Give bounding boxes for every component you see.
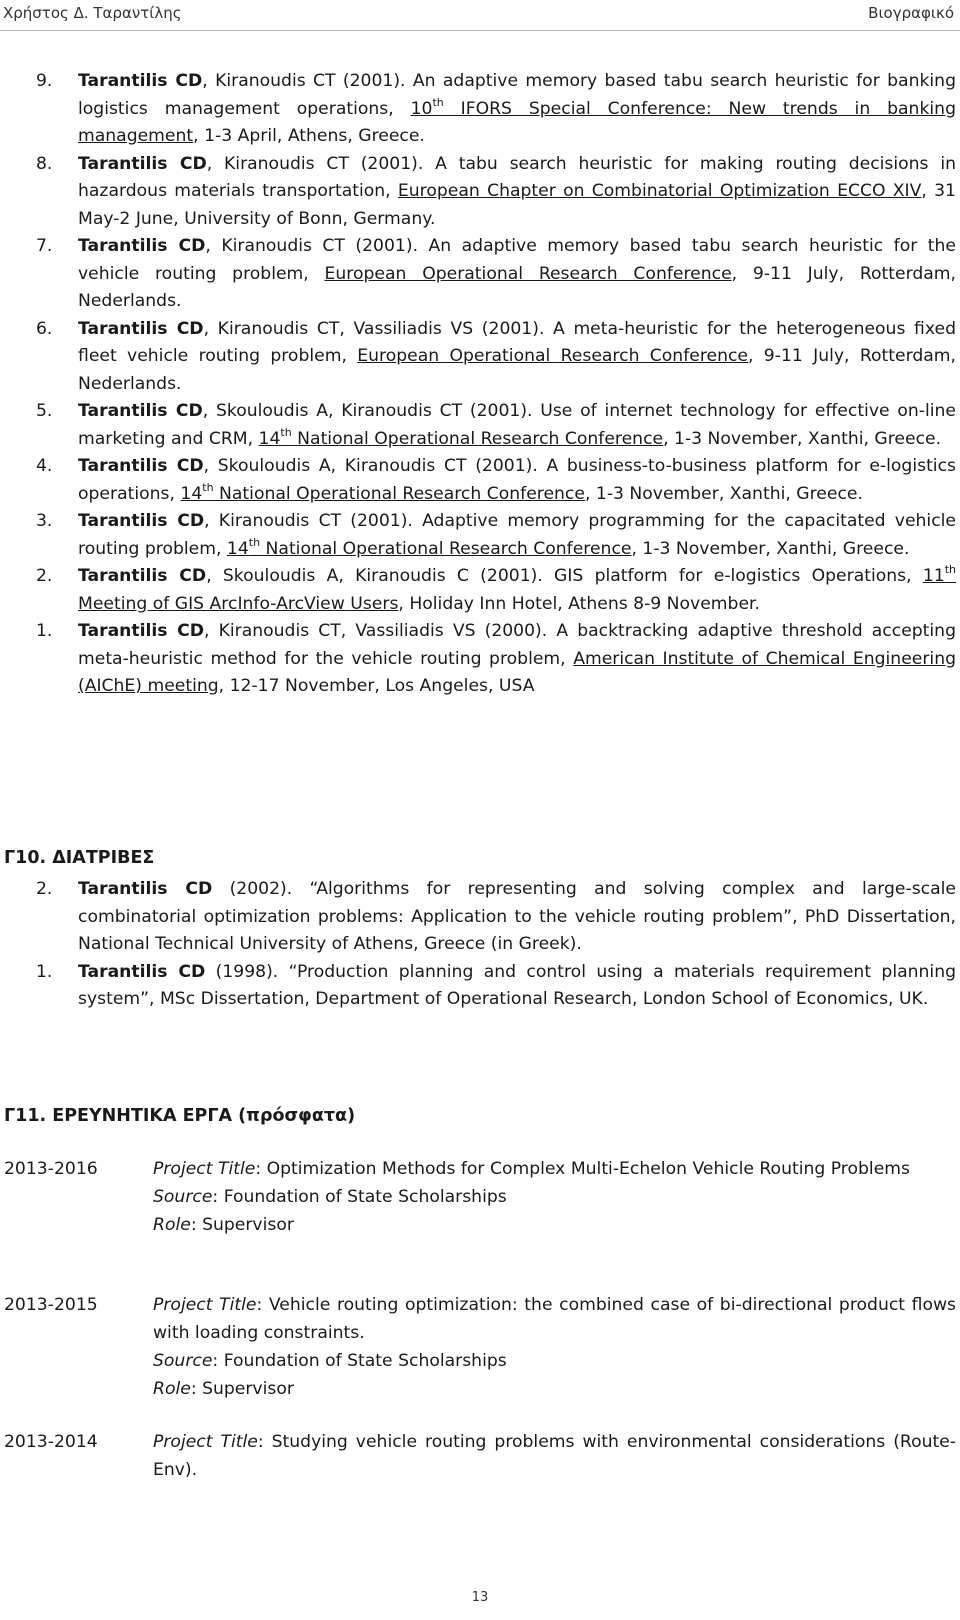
entry-authors-bold: Tarantilis CD (78, 318, 204, 339)
entry-venue (180, 480, 585, 504)
project-body (153, 1428, 956, 1484)
entry-authors-rest: , Kiranoudis CT (2001). An adaptive memory based tabu search heuristic for banking logistics management operations, (78, 71, 956, 119)
entry-number: 1. (36, 621, 53, 641)
entry-number: 6. (36, 318, 53, 339)
entry-tail: , 1-3 November, Xanthi, Greece. (584, 483, 863, 504)
entry-venue (258, 425, 664, 449)
conference-entry (0, 233, 960, 316)
venue-name: Meeting of GIS ArcInfo-ArcView Users (78, 593, 399, 614)
entry-authors-rest: , Kiranoudis CT, Vassiliadis VS (2000). A backtracking adaptive threshold accepting meta-heuristic method for the vehicle routing problem, (78, 621, 956, 669)
venue-name: National Operational Research Conference (291, 428, 664, 449)
entry-authors-rest: , Kiranoudis CT, Vassiliadis VS (2001). A meta-heuristic for the heterogeneous fixed fleet vehicle routing problem, (78, 318, 956, 366)
entry-authors-bold: Tarantilis CD (78, 456, 204, 476)
project-years: 2013-2015 (4, 1295, 98, 1315)
conference-entry (0, 151, 960, 234)
entry-tail: , 1-3 November, Xanthi, Greece. (663, 428, 942, 449)
venue-name: European Chapter on Combinatorial Optimization ECCO XIV (397, 181, 922, 201)
entry-text (78, 316, 956, 399)
venue-ordinal-suffix: th (202, 480, 214, 494)
project-role-line: Role: Supervisor (153, 1379, 294, 1399)
conference-list (0, 68, 960, 701)
conference-entry (0, 68, 960, 151)
entry-text (78, 959, 956, 1014)
section-title-dissertations: Γ10. ΔΙΑΤΡΙΒΕΣ (4, 848, 155, 868)
page-header (0, 0, 960, 31)
venue-ordinal-suffix: th (248, 535, 261, 549)
entry-authors-bold: Tarantilis CD (78, 621, 205, 641)
project-title: Vehicle routing optimization: the combined case of bi-directional product flows with loading constraints. (153, 1295, 956, 1343)
entry-number: 7. (36, 236, 53, 256)
entry-tail: , 9-11 July, Rotterdam, Nederlands. (78, 346, 957, 394)
entry-authors-rest: , Skouloudis A, Kiranoudis CT (2001). Use of internet technology for effective on-line marketing and CRM, (78, 401, 956, 449)
entry-text (78, 68, 956, 151)
project-role: Supervisor (202, 1215, 294, 1235)
venue-name: European Operational Research Conference (324, 263, 732, 284)
project-years: 2013-2016 (4, 1159, 98, 1179)
entry-number: 3. (36, 511, 53, 531)
project-entry (0, 1291, 960, 1403)
entry-text (78, 563, 956, 618)
venue-ordinal-suffix: th (944, 563, 956, 577)
header-doc-title: Βιογραφικό (868, 4, 954, 22)
project-body (153, 1291, 956, 1403)
entry-rest: (2002). “Algorithms for representing and solving complex and large-scale combinatorial optimization problems: Application to the vehicle routing problem”, PhD Dissertation, National Technical University of Athens, Greece (in Greek). (78, 879, 956, 954)
section-title-research-projects: Γ11. ΕΡΕΥΝΗΤΙΚΑ ΕΡΓΑ (πρόσφατα) (4, 1106, 356, 1126)
entry-authors-bold: Tarantilis CD (78, 879, 213, 899)
dissertation-entry (0, 876, 960, 959)
dissertation-list (0, 876, 960, 1014)
venue-name: European Operational Research Conference (357, 346, 749, 366)
project-source-label: Source (153, 1187, 213, 1207)
entry-authors-bold: Tarantilis CD (78, 71, 203, 91)
entry-authors-bold: Tarantilis CD (78, 236, 206, 256)
conference-entry (0, 398, 960, 453)
entry-number: 4. (36, 456, 53, 476)
entry-tail: , 1-3 November, Xanthi, Greece. (631, 538, 910, 559)
conference-entry (0, 618, 960, 701)
entry-authors-rest: , Skouloudis A, Kiranoudis CT (2001). A business-to-business platform for e-logistics operations, (78, 456, 956, 504)
page-content (0, 68, 960, 1480)
project-title-line: Project Title: Optimization Methods for Complex Multi-Echelon Vehicle Routing Problems (153, 1159, 910, 1179)
header-author: Χρήστος Δ. Ταραντίλης (3, 4, 182, 22)
venue-ordinal: 11 (922, 566, 945, 586)
entry-authors-bold: Tarantilis CD (78, 153, 207, 174)
entry-authors-bold: Tarantilis CD (78, 511, 205, 531)
project-title: Optimization Methods for Complex Multi-Echelon Vehicle Routing Problems (266, 1159, 910, 1179)
entry-venue (357, 346, 748, 366)
entry-text (78, 618, 956, 701)
project-source-label: Source (153, 1351, 213, 1371)
project-entry (0, 1155, 960, 1239)
project-entry (0, 1428, 960, 1484)
conference-entry (0, 508, 960, 563)
conference-entry (0, 453, 960, 508)
entry-tail: , Holiday Inn Hotel, Athens 8-9 November. (398, 593, 760, 614)
entry-tail: , 31 May-2 June, University of Bonn, Germany. (78, 181, 956, 229)
entry-number: 2. (36, 879, 53, 899)
entry-rest: (1998). “Production planning and control using a materials requirement planning system”, MSc Dissertation, Department of Operational Research, London School of Economics, UK. (78, 961, 956, 1009)
entry-tail: , 12-17 November, Los Angeles, USA (218, 676, 535, 696)
entry-authors-rest: , Skouloudis A, Kiranoudis C (2001). GIS platform for e-logistics Operations, (206, 566, 923, 586)
project-source-line: Source: Foundation of State Scholarships (153, 1351, 507, 1371)
venue-ordinal-suffix: th (280, 425, 292, 439)
venue-ordinal: 10 (410, 98, 433, 119)
project-source: Foundation of State Scholarships (223, 1187, 507, 1207)
project-role-label: Role (153, 1379, 191, 1399)
project-role: Supervisor (202, 1379, 294, 1399)
entry-tail: , 9-11 July, Rotterdam, Nederlands. (78, 263, 956, 311)
entry-number: 5. (36, 401, 53, 421)
entry-text (78, 233, 956, 316)
entry-text (78, 151, 956, 234)
entry-number: 8. (36, 153, 53, 174)
project-role-label: Role (153, 1215, 191, 1235)
entry-authors-rest: , Kiranoudis CT (2001). Adaptive memory programming for the capacitated vehicle routing problem, (78, 511, 956, 559)
project-title: Studying vehicle routing problems with environmental considerations (Route-Env). (153, 1432, 956, 1480)
entry-tail: , 1-3 April, Athens, Greece. (193, 126, 425, 146)
entry-number: 2. (36, 566, 53, 586)
entry-authors-bold: Tarantilis CD (78, 961, 206, 982)
project-source: Foundation of State Scholarships (223, 1351, 507, 1371)
project-title-label: Project Title (153, 1432, 258, 1452)
project-title-line: Project Title: Vehicle routing optimization: the combined case of bi-directional product flows with loading constraints. (153, 1295, 956, 1343)
venue-ordinal: 14 (258, 428, 281, 449)
entry-authors-bold: Tarantilis CD (78, 401, 203, 421)
entry-number: 9. (36, 71, 53, 91)
project-role-line: Role: Supervisor (153, 1215, 294, 1235)
project-title-label: Project Title (153, 1295, 257, 1315)
project-title-label: Project Title (153, 1159, 256, 1179)
dissertation-entry (0, 959, 960, 1014)
venue-ordinal-suffix: th (432, 95, 444, 109)
entry-authors-rest: , Kiranoudis CT (2001). An adaptive memory based tabu search heuristic for the vehicle routing problem, (78, 236, 956, 284)
entry-text (78, 508, 956, 563)
entry-venue (398, 181, 921, 201)
venue-name: National Operational Research Conference (260, 538, 632, 559)
page-number: 13 (471, 1590, 489, 1605)
venue-name: IFORS Special Conference: New trends in banking management (78, 98, 956, 146)
project-years: 2013-2014 (4, 1432, 98, 1452)
venue-ordinal: 14 (226, 538, 249, 559)
project-body (153, 1155, 956, 1239)
venue-name: National Operational Research Conference (213, 483, 585, 504)
project-title-line: Project Title: Studying vehicle routing problems with environmental considerations (Route-Env). (153, 1432, 956, 1480)
entry-text (78, 398, 956, 453)
conference-entry (0, 316, 960, 399)
conference-entry (0, 563, 960, 618)
entry-authors-bold: Tarantilis CD (78, 566, 207, 586)
project-source-line: Source: Foundation of State Scholarships (153, 1187, 507, 1207)
venue-name: American Institute of Chemical Engineering (AIChE) meeting (78, 648, 956, 696)
venue-ordinal: 14 (180, 483, 203, 504)
entry-number: 1. (36, 961, 53, 982)
entry-venue (226, 535, 632, 559)
entry-text (78, 876, 956, 959)
entry-text (78, 453, 956, 508)
entry-venue (325, 264, 732, 284)
entry-authors-rest: , Kiranoudis CT (2001). A tabu search heuristic for making routing decisions in hazardous materials transportation, (78, 153, 956, 201)
